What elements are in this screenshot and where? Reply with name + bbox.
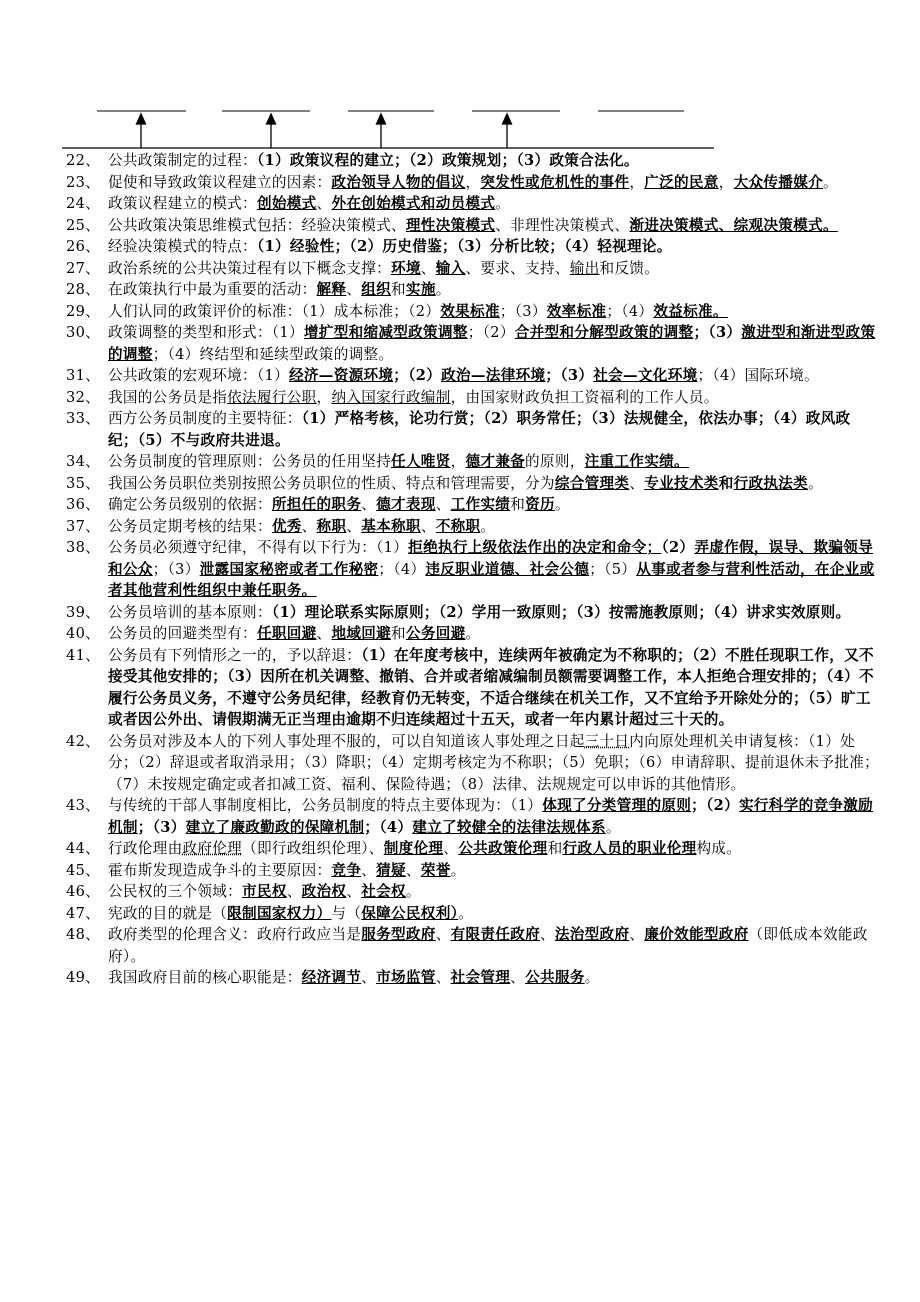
item-text: ；（3） [137,818,186,836]
arrow-head [503,114,512,124]
item-number: 29、 [66,302,101,320]
item-text: （1）在年度考核中，连续两年被确定为不称职的；（2）不胜任现职工作，又不接受其他安排的；（3）因所在机关调整、撤销、合并或者缩减编制员额需要调整工作，本人拒绝合理安排的；（4）不履行公务员义务，不遵守公务员纪律，经教育仍无转变，不适合继续在机关工作，又不宜给予开除处分的；（5）旷工或者因公外出、请假期满无正当理由逾期不归连续超过十五天，或者一年内累计超过三十天的。 [108,646,874,728]
key-term: 经济调节 [301,969,362,986]
key-term: 工作实绩 [450,496,511,513]
item-text: 政治系统的公共决策过程有以下概念支撑： [108,259,391,277]
item-number: 34、 [66,453,101,470]
item-text: 。 [605,818,621,836]
item-text: 、 [316,625,332,642]
item-text: 、 [443,840,459,857]
key-term: 渐进决策模式、 [629,216,734,234]
item-text: 。 [465,625,481,642]
key-term: 竞争 [331,861,362,879]
key-term: 实施 [405,281,436,298]
item-text: ；（4）国际环境。 [697,367,819,384]
item-number: 45、 [66,861,101,879]
list-item [0,924,920,967]
item-text: ， [316,388,332,406]
item-text: 。 [458,904,474,922]
item-text: 公共政策制定的过程： [108,152,257,169]
item-text: （即低成本效能政府）。 [108,926,868,965]
list-item [0,451,920,473]
item-text: （1）经验性；（2）历史借鉴；（3）分析比较；（4）轻视理论。 [256,238,672,255]
arrows [137,114,512,148]
key-term: 公共政策伦理 [458,840,548,857]
key-term: 外在创始模式和动员模式 [331,195,496,212]
list-item [0,279,920,301]
list-item [0,301,920,323]
item-text: 。 [554,496,570,513]
item-text: 、 [629,926,645,943]
item-text: 和 [547,840,563,857]
item-text: 。 [405,883,421,900]
item-text: ；（3） [152,560,200,578]
key-term: 合并型和分解型政策的调整 [514,324,694,341]
key-term: 组织 [361,281,392,298]
item-text: 公务员必须遵守纪律，不得有以下行为：（1） [108,539,409,556]
key-term: 任职回避 [256,625,317,642]
item-text: 公民权的三个领域： [108,883,243,900]
key-term: 注重工作实绩。 [584,453,689,470]
key-term: 实行科学的竞争激励机制 [108,797,874,836]
item-text: （即行政组织伦理）、 [242,840,384,857]
key-term: 德才表现 [376,496,436,513]
key-term: 猜疑 [376,861,406,879]
item-number: 32、 [66,388,101,406]
key-term: 广泛的民意 [644,173,719,191]
item-text: ；（5） [589,560,637,578]
key-term: 政府伦理 [182,840,243,857]
key-term: 社会权 [361,883,406,900]
key-term: 拒绝执行上级依法作出的决定和命令； [408,539,662,556]
item-number: 23、 [66,173,101,191]
item-text: 、 [361,969,377,986]
key-term: 理性决策模式 [405,216,496,234]
list-item [0,365,920,387]
list-item [0,516,920,538]
item-text: 我国政府目前的核心职能是： [108,969,302,986]
key-term: 输出 [569,259,600,277]
item-text: 经验决策模式的特点： [108,238,257,255]
key-term: 基本称职 [361,517,421,535]
item-number: 46、 [66,883,101,900]
item-text: ；（2） [691,797,740,814]
item-text: 、要求、支持、 [465,259,570,277]
item-text: ；（3） [545,367,594,384]
item-text: ；（4）终结型和延续型政策的调整。 [152,345,394,363]
list-item [0,172,920,194]
key-term: 从事或者参与营利性活动，在企业或者其他营利性组织中兼任职务。 [108,560,875,599]
key-term: 经济—资源环境 [289,367,394,384]
item-number: 26、 [66,238,101,255]
item-text: ， [629,173,645,191]
list-item [0,322,920,365]
key-term: 纳入国家行政编制 [331,388,451,406]
item-text: 与传统的干部人事制度相比，公务员制度的特点主要体现为：（1） [108,797,543,814]
item-text: 的原则， [525,453,585,470]
key-term: 创始模式 [256,195,317,212]
item-text: 、 [361,496,377,513]
item-text: 公务员制度的管理原则：公务员的任用坚持 [108,453,391,470]
key-term: 突发性或危机性的事件 [480,173,630,191]
item-text: 公务员培训的基本原则： [108,603,272,621]
key-term: 有限责任政府 [450,926,540,943]
key-term: 输入 [435,259,466,277]
item-number: 31、 [66,367,101,384]
list-item [0,881,920,903]
item-text: 行政伦理由 [108,840,183,857]
flow-diagram [0,0,920,160]
item-number: 39、 [66,603,101,621]
key-term: 优秀 [271,517,302,535]
item-number: 40、 [66,625,101,642]
item-text: （2） [661,539,695,556]
key-term: 弄虚作假，误导、欺骗领导和公众 [108,539,874,578]
item-text: 构成。 [696,840,742,857]
item-text: 、 [510,969,526,986]
item-text: 、 [629,474,645,492]
item-text: ， [718,173,734,191]
list-item [0,838,920,860]
item-text: ；（4） [378,560,426,578]
list-item [0,623,920,645]
key-term: 激进型和渐进型政策的调整 [108,324,876,363]
list-item [0,150,920,172]
item-text: （1）严格考核，论功行赏；（2）职务常任；（3）法规健全，依法办事；（4）政风政纪；（5）不与政府共进退。 [108,410,851,449]
item-number: 48、 [66,926,101,943]
item-number: 30、 [66,324,101,341]
item-text: 。 [495,195,511,212]
item-text: 、 [346,883,362,900]
item-text: 、 [405,861,421,879]
arrow-head [137,114,146,124]
list-item [0,236,920,258]
item-text: 、 [346,517,362,535]
item-text: ，由国家财政负担工资福利的工作人员。 [450,388,719,406]
list-item [0,903,920,925]
key-term: 制度伦理 [383,840,444,857]
key-term: 政治—法律环境 [441,367,546,384]
item-text: 、 [435,496,451,513]
list-item [0,795,920,838]
item-text: 和反馈。 [599,259,660,277]
item-text: 、 [286,883,302,900]
item-text: 西方公务员制度的主要特征： [108,410,302,427]
key-term: 效果标准 [440,302,500,320]
item-number: 28、 [66,281,101,298]
item-text: 、 [361,861,377,879]
item-text: 。 [435,281,451,298]
item-text: 政策议程建立的模式： [108,195,257,212]
item-number: 22、 [66,152,101,169]
key-term: 专业技术类 [644,474,719,492]
item-text: 我国公务员职位类别按照公务员职位的性质、特点和管理需要，分为 [108,474,555,492]
list-item [0,258,920,280]
key-term: 荣誉 [420,861,451,879]
item-text: 和 [718,474,734,492]
item-text: 在政策执行中最为重要的活动： [108,281,317,298]
item-text: 人们认同的政策评价的标准：（1）成本标准；（2） [108,302,441,320]
key-term: 任人唯贤 [390,453,451,470]
key-term: 资历 [525,496,555,513]
list-item [0,408,920,451]
item-text: 。 [480,517,496,535]
item-text: 、 [346,281,362,298]
key-term: 廉价效能型政府 [644,926,749,943]
item-text: 公务员有下列情形之一的，予以辞退： [108,646,362,664]
list-item [0,215,920,237]
item-number: 35、 [66,474,101,492]
item-text: 政策调整的类型和形式：（1） [108,324,304,341]
key-term: 效益标准。 [653,302,728,320]
item-number: 44、 [66,840,101,857]
key-term: 环境 [390,259,421,277]
key-term: 增扩型和缩减型政策调整 [303,324,468,341]
item-number: 47、 [66,904,101,922]
key-term: 泄露国家秘密或者工作秘密 [199,560,379,578]
item-text: ， [450,453,466,470]
item-text: 、非理性决策模式、 [495,216,630,234]
key-term: 建立了廉政勤政的保障机制 [185,818,365,836]
key-term: 社会—文化环境 [593,367,698,384]
key-term: 不称职 [435,517,481,535]
key-term: 政治领导人物的倡议 [331,173,466,191]
item-text: 公共政策的宏观环境：（1） [108,367,290,384]
item-list [0,150,920,989]
list-item [0,193,920,215]
item-text: 、 [301,517,317,535]
key-term: 公共服务 [525,969,585,986]
item-text: 、 [435,969,451,986]
key-term: 地域回避 [331,625,392,642]
key-term: 限制国家权力） [227,904,332,922]
item-text: 宪政的目的就是（ [108,904,228,922]
item-number: 38、 [66,539,101,556]
item-text: 和 [391,281,406,298]
list-item [0,387,920,409]
item-text: 政府类型的伦理含义：政府行政应当是 [108,926,362,943]
item-number: 33、 [66,410,101,427]
item-text: 霍布斯发现造成争斗的主要原因： [108,861,332,879]
key-term: 解释 [316,281,347,298]
item-text: 、 [316,195,332,212]
item-text: 。 [450,861,466,879]
key-term: 体现了分类管理的原则 [542,797,692,814]
list-item [0,537,920,602]
item-text: 和 [391,625,406,642]
item-text: ， [465,173,481,191]
key-term: 依法履行公职 [227,388,317,406]
item-text: 、 [420,517,436,535]
item-number: 49、 [66,969,101,986]
item-text: 我国的公务员是指 [108,388,228,406]
item-text: ；（4） [364,818,413,836]
item-text: 。 [808,474,823,492]
list-item [0,602,920,624]
item-text: 公务员对涉及本人的下列人事处理不服的，可以自知道该人事处理之日起 [108,732,585,750]
item-text: （1）理论联系实际原则；（2）学用一致原则；（3）按需施教原则；（4）讲求实效原则。 [271,603,851,621]
key-term: 行政人员的职业伦理 [562,840,697,857]
key-term: 保障公民权利） [361,904,459,922]
item-text: 、 [420,259,436,277]
item-text: 。 [823,173,838,191]
list-item [0,645,920,731]
key-term: 法治型政府 [554,926,630,943]
key-term: 政治权 [301,883,347,900]
key-term: 行政执法类 [733,474,809,492]
key-term: 综合管理类 [554,474,630,492]
item-text: 公务员定期考核的结果： [108,517,272,535]
key-term: 三十日 [584,732,630,750]
key-term: 市场监管 [376,969,436,986]
item-text: 内向原处理机关申请复核：（1）处分；（2）辞退或者取消录用；（3）降职；（4）定期考核定为不称职；（5）免职；（6）申请辞职、提前退休未予批准；（7）未按规定确定或者扣减工资、福利、保险待遇；（8）法律、法规规定可以申诉的其他情形。 [108,732,880,793]
item-text: 、 [435,926,451,943]
item-text: ；（3） [499,302,547,320]
item-number: 37、 [66,517,101,535]
item-text: ；（2） [467,324,515,341]
item-text: 公务员的回避类型有： [108,625,257,642]
arrow-head [377,114,386,124]
key-term: 市民权 [242,883,287,900]
key-term: 德才兼备 [465,453,526,470]
item-number: 25、 [66,216,101,234]
item-text: 。 [584,969,600,986]
item-number: 24、 [66,195,101,212]
key-term: 社会管理 [450,969,511,986]
item-text: 与（ [331,904,362,922]
item-text: ；（3） [693,324,742,341]
list-item [0,860,920,882]
key-term: 服务型政府 [361,926,436,943]
item-text: 和 [510,496,526,513]
item-text: 促使和导致政策议程建立的因素： [108,173,332,191]
list-item [0,967,920,989]
item-number: 41、 [66,646,101,664]
item-text: ；（4） [606,302,654,320]
key-term: 大众传播媒介 [733,173,823,191]
item-text: （1）政策议程的建立；（2）政策规划；（3）政策合法化。 [256,152,639,169]
item-text: 、 [539,926,555,943]
item-text: ；（2） [393,367,442,384]
list-item [0,731,920,796]
key-term: 效率标准 [546,302,607,320]
item-number: 36、 [66,496,101,513]
item-text: 确定公务员级别的依据： [108,496,272,513]
key-term: 违反职业道德、社会公德 [425,560,590,578]
arrow-head [267,114,276,124]
key-term: 称职 [316,517,347,535]
key-term: 建立了较健全的法律法规体系 [412,818,606,836]
item-text: 公共政策决策思维模式包括：经验决策模式、 [108,216,406,234]
item-number: 42、 [66,732,101,750]
item-number: 43、 [66,797,101,814]
key-term: 所担任的职务 [271,496,362,513]
key-term: 公务回避 [405,625,466,642]
item-number: 27、 [66,259,101,277]
list-item [0,473,920,495]
key-term: 综观决策模式。 [733,216,838,234]
list-item [0,494,920,516]
